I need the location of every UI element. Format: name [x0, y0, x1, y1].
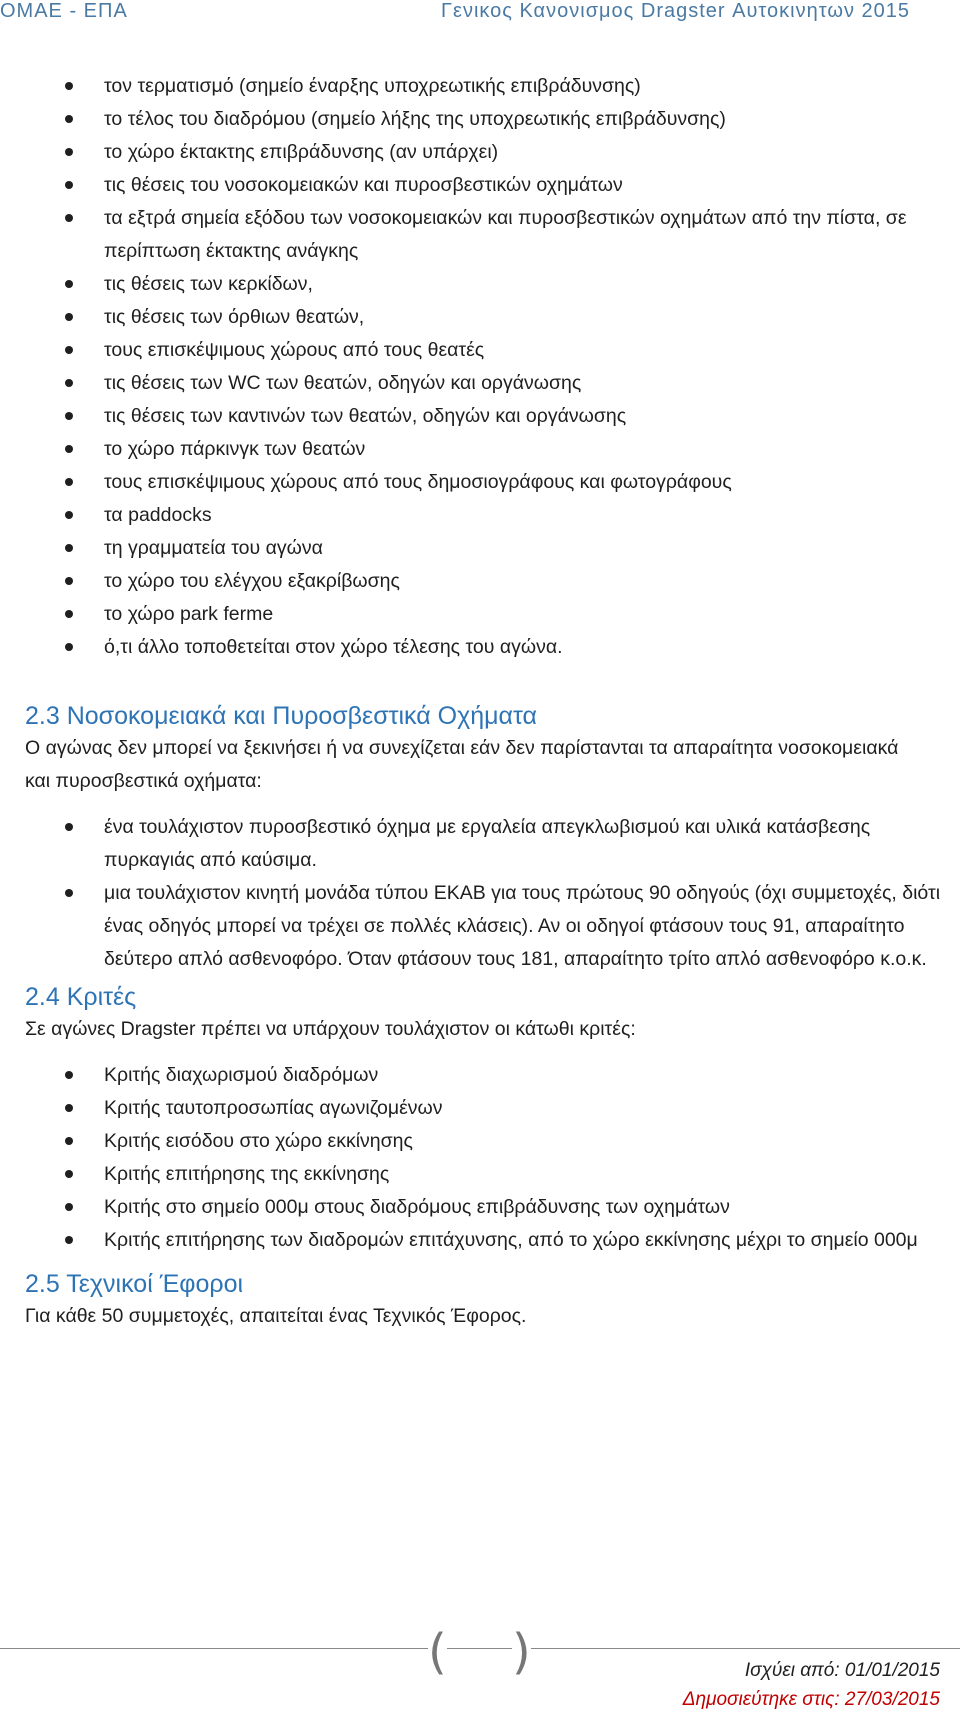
list-item-text: το τέλος του διαδρόμου (σημείο λήξης της υποχρεωτικής επιβράδυνσης) — [104, 108, 726, 130]
footer-valid-from: Ισχύει από: 01/01/2015 — [744, 1660, 940, 1681]
list-item — [25, 367, 960, 400]
list-item — [25, 103, 960, 136]
list-item-text: ό,τι άλλο τοποθετείται στον χώρο τέλεσης του αγώνα. — [104, 636, 563, 658]
list-item — [25, 1224, 960, 1257]
list-item-text: τους επισκέψιμους χώρους από τους θεατές — [104, 339, 485, 361]
list-item — [25, 811, 960, 877]
section-2-5-title: 2.5 Τεχνικοί Έφοροι — [25, 1270, 244, 1298]
list-item — [25, 400, 960, 433]
list-item-text: το χώρο park ferme — [104, 603, 274, 625]
bullet-icon — [65, 889, 73, 897]
header-organization: ΟΜΑΕ - ΕΠΑ — [0, 0, 128, 22]
header-document-title: Γενικος Κανονισμος Dragster Αυτοκινητων 2015 — [441, 0, 910, 22]
bullet-icon — [65, 1203, 73, 1211]
list-item-text: τις θέσεις των WC των θεατών, οδηγών και οργάνωσης — [104, 372, 582, 394]
list-item-text: τις θέσεις των καντινών των θεατών, οδηγών και οργάνωσης — [104, 405, 627, 427]
bullet-icon — [65, 379, 73, 387]
list-item-text: τα paddocks — [104, 504, 212, 526]
list-item-text: μια τουλάχιστον κινητή μονάδα τύπου ΕΚΑΒ για τους πρώτους 90 οδηγούς (όχι συμμετοχές, διότι ένας οδηγός μπορεί να τρέχει σε πολλές κλάσεις). Αν οι οδηγοί φτάσουν τους 91, απαραίτητο δεύτερο απλό ασθενοφόρο. Όταν φτάσουν τους 181, απαραίτητο τρίτο απλό ασθενοφόρο κ.ο.κ. — [104, 882, 941, 970]
bullet-icon — [65, 412, 73, 420]
document-body — [25, 70, 941, 1333]
list-item-text: το χώρο του ελέγχου εξακρίβωσης — [104, 570, 400, 592]
bullet-icon — [65, 823, 73, 831]
bullet-icon — [65, 115, 73, 123]
bullet-icon — [65, 1071, 73, 1079]
section-2-4-intro: Σε αγώνες Dragster πρέπει να υπάρχουν τουλάχιστον οι κάτωθι κριτές: — [25, 1018, 636, 1040]
list-item — [25, 466, 960, 499]
list-item — [25, 1125, 960, 1158]
bullet-icon — [65, 148, 73, 156]
list-item-text: τη γραμματεία του αγώνα — [104, 537, 323, 559]
list-item-text: Κριτής επιτήρησης της εκκίνησης — [104, 1163, 390, 1185]
list-item — [25, 169, 960, 202]
list-track-locations — [25, 70, 925, 664]
list-item — [25, 1059, 960, 1092]
bullet-icon — [65, 1236, 73, 1244]
list-item-text: τους επισκέψιμους χώρους από τους δημοσιογράφους και φωτογράφους — [104, 471, 732, 493]
bullet-icon — [65, 280, 73, 288]
bullet-icon — [65, 544, 73, 552]
list-item-text: Κριτής διαχωρισμού διαδρόμων — [104, 1064, 379, 1086]
list-item-text: το χώρο πάρκινγκ των θεατών — [104, 438, 366, 460]
footer-divider — [0, 1648, 960, 1649]
list-item-text: ένα τουλάχιστον πυροσβεστικό όχημα με εργαλεία απεγκλωβισμού και υλικά κατάσβεσης πυρκαγιάς από καύσιμα. — [104, 816, 871, 871]
list-item-text: Κριτής στο σημείο 000μ στους διαδρόμους επιβράδυνσης των οχημάτων — [104, 1196, 730, 1218]
list-item-text: τον τερματισμό (σημείο έναρξης υποχρεωτικής επιβράδυνσης) — [104, 75, 641, 97]
bullet-icon — [65, 313, 73, 321]
bullet-icon — [65, 82, 73, 90]
section-2-3-intro: Ο αγώνας δεν μπορεί να ξεκινήσει ή να συνεχίζεται εάν δεν παρίστανται τα απαραίτητα νοσοκομειακά και πυροσβεστικά οχήματα: — [25, 737, 899, 792]
list-item-text: τις θέσεις των κερκίδων, — [104, 273, 313, 295]
list-item — [25, 631, 960, 664]
list-item — [25, 334, 960, 367]
footer-published-date: Δημοσιεύτηκε στις: 27/03/2015 — [682, 1689, 940, 1710]
bullet-icon — [65, 643, 73, 651]
list-item — [25, 565, 960, 598]
page-header — [0, 0, 960, 30]
bullet-icon — [65, 610, 73, 618]
bullet-icon — [65, 346, 73, 354]
bullet-icon — [65, 181, 73, 189]
list-item — [25, 136, 960, 169]
bullet-icon — [65, 445, 73, 453]
list-item — [25, 877, 960, 976]
footer-left-bracket: ( — [428, 1624, 447, 1680]
section-2-3-title: 2.3 Νοσοκομειακά και Πυροσβεστικά Οχήματα — [25, 702, 537, 730]
section-2-4-title: 2.4 Κριτές — [25, 983, 137, 1011]
list-item — [25, 202, 960, 268]
list-item-text: Κριτής επιτήρησης των διαδρομών επιτάχυνσης, από το χώρο εκκίνησης μέχρι το σημείο 000μ — [104, 1229, 918, 1251]
list-vehicles — [25, 811, 941, 976]
bullet-icon — [65, 1137, 73, 1145]
list-item-text: Κριτής ταυτοπροσωπίας αγωνιζομένων — [104, 1097, 443, 1119]
list-item-text: τις θέσεις του νοσοκομειακών και πυροσβεστικών οχημάτων — [104, 174, 623, 196]
list-item — [25, 1158, 960, 1191]
section-2-5-text: Για κάθε 50 συμμετοχές, απαιτείται ένας Τεχνικός Έφορος. — [25, 1305, 527, 1327]
list-item-text: τα εξτρά σημεία εξόδου των νοσοκομειακών και πυροσβεστικών οχημάτων από την πίστα, σε περίπτωση έκτακτης ανάγκης — [104, 207, 907, 262]
list-item — [25, 499, 960, 532]
list-item — [25, 1092, 960, 1125]
list-item — [25, 301, 960, 334]
list-item-text: το χώρο έκτακτης επιβράδυνσης (αν υπάρχει) — [104, 141, 499, 163]
list-item — [25, 1191, 960, 1224]
list-item — [25, 598, 960, 631]
list-item — [25, 70, 960, 103]
list-item-text: τις θέσεις των όρθιων θεατών, — [104, 306, 365, 328]
list-item — [25, 433, 960, 466]
list-item — [25, 532, 960, 565]
bullet-icon — [65, 1104, 73, 1112]
bullet-icon — [65, 577, 73, 585]
list-item — [25, 268, 960, 301]
bullet-icon — [65, 214, 73, 222]
footer-right-bracket: ) — [512, 1624, 531, 1680]
bullet-icon — [65, 478, 73, 486]
bullet-icon — [65, 511, 73, 519]
list-judges — [25, 1059, 925, 1257]
list-item-text: Κριτής εισόδου στο χώρο εκκίνησης — [104, 1130, 413, 1152]
bullet-icon — [65, 1170, 73, 1178]
